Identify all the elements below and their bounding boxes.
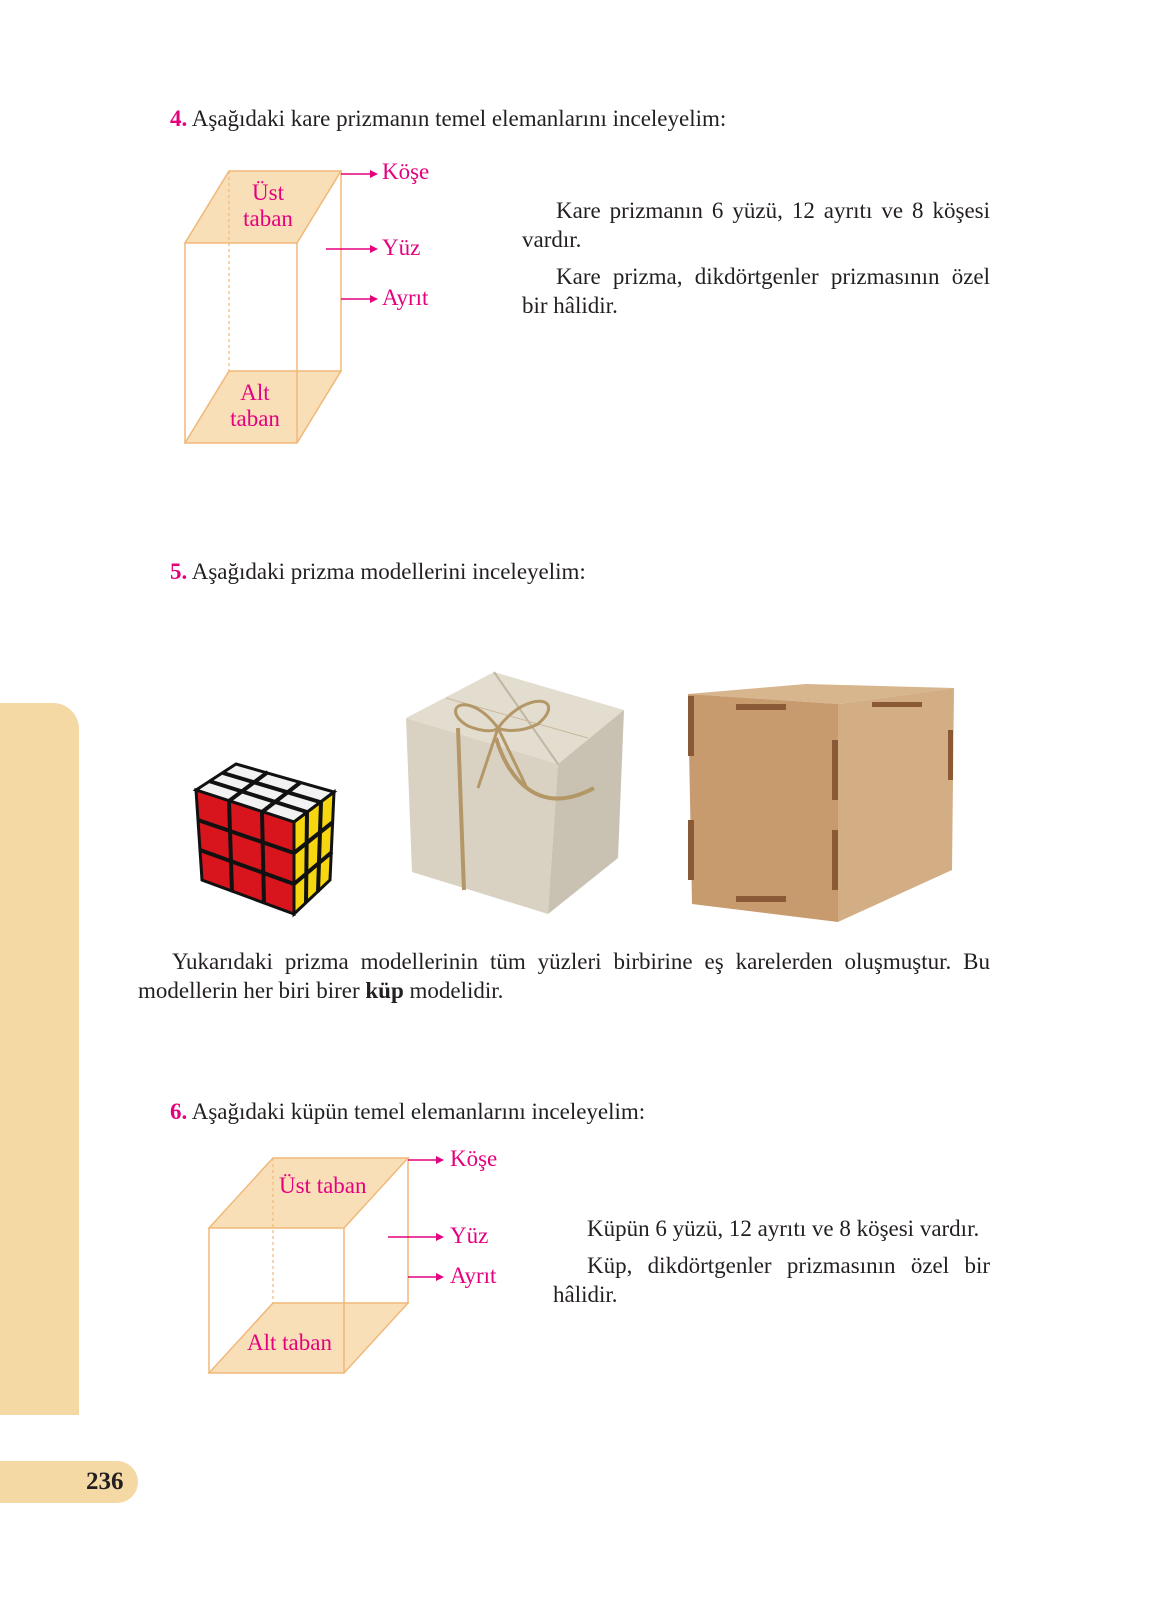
section6-paragraph-2: Küp, dikdörtgenler prizmasının özel bir hâlidir. bbox=[553, 1253, 990, 1307]
prism-vertex-label: Köşe bbox=[382, 159, 430, 184]
prism-top-label-line1: Üst bbox=[252, 180, 284, 205]
cube-bottom-label: Alt taban bbox=[247, 1330, 332, 1355]
section6-number: 6. bbox=[170, 1099, 188, 1124]
cube-face-label: Yüz bbox=[450, 1223, 489, 1248]
prism-face-label: Yüz bbox=[382, 235, 421, 260]
section4-number: 4. bbox=[170, 106, 188, 131]
cube-vertex-label: Köşe bbox=[450, 1146, 498, 1171]
section5-text-part2: modelidir. bbox=[403, 978, 504, 1003]
prism-bottom-label-line2: taban bbox=[230, 406, 280, 431]
section5-heading-text: Aşağıdaki prizma modellerini inceleyelim: bbox=[191, 559, 586, 584]
section5-number: 5. bbox=[170, 559, 188, 584]
section6-heading-text: Aşağıdaki küpün temel elemanlarını inceleyelim: bbox=[191, 1099, 646, 1124]
section4-paragraph-1: Kare prizmanın 6 yüzü, 12 ayrıtı ve 8 köşesi vardır. bbox=[522, 198, 990, 252]
prism-edge-label: Ayrıt bbox=[382, 285, 429, 310]
page-number: 236 bbox=[86, 1468, 124, 1495]
section5-text-part1: Yukarıdaki prizma modellerinin tüm yüzleri birbirine eş karelerden oluşmuştur. Bu modellerin her biri birer bbox=[138, 949, 990, 1003]
prism-bottom-label-line1: Alt bbox=[240, 380, 270, 405]
section6-paragraph-1: Küpün 6 yüzü, 12 ayrıtı ve 8 köşesi vardır. bbox=[587, 1216, 980, 1241]
section6-text bbox=[553, 1214, 990, 1317]
cube-edge-label: Ayrıt bbox=[450, 1263, 497, 1288]
section5-text-bold: küp bbox=[365, 978, 404, 1003]
prism-top-label-line2: taban bbox=[243, 206, 293, 231]
section4-paragraph-2: Kare prizma, dikdörtgenler prizmasının özel bir hâlidir. bbox=[522, 264, 990, 318]
section4-heading-text: Aşağıdaki kare prizmanın temel elemanlarını inceleyelim: bbox=[191, 106, 727, 131]
side-band bbox=[0, 703, 79, 1415]
cube-top-label: Üst taban bbox=[279, 1173, 367, 1198]
